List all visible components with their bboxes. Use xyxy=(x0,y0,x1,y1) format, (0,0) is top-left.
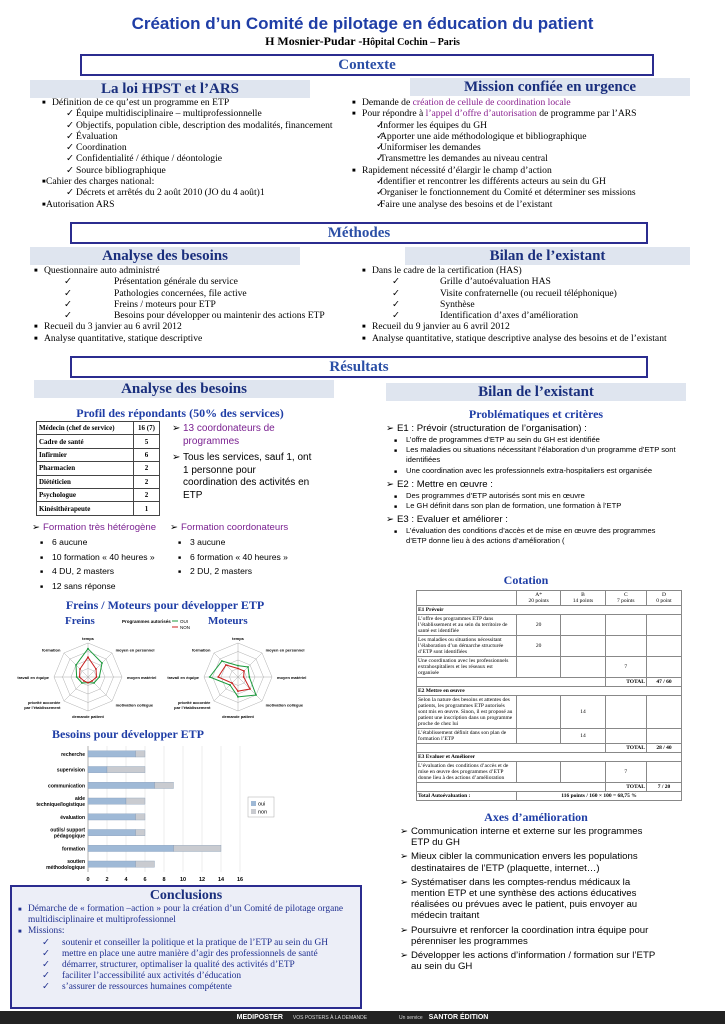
list-item: ✓ Présentation générale du service xyxy=(34,276,364,287)
list-item: ■ Autorisation ARS xyxy=(42,199,367,210)
bar-non xyxy=(136,829,146,835)
radar-point xyxy=(237,665,239,667)
y-tick-label: supervision xyxy=(56,767,85,774)
list-item: ■ Des programmes d’ETP autorisés sont mis en œuvre xyxy=(386,491,676,501)
radar-point xyxy=(217,676,219,678)
list-item: ■ Questionnaire auto administré xyxy=(34,265,364,276)
bar-oui xyxy=(88,814,136,820)
list-item: ■ Demande de création de cellule de coordination locale xyxy=(352,97,722,108)
y-tick-label: pédagogique xyxy=(53,833,85,840)
footer-brand: MEDIPOSTER xyxy=(236,1014,283,1021)
table-cell: Kinésithérapeute xyxy=(37,502,134,515)
list-item: ➢ Systématiser dans les comptes-rendus médicaux la mention ETP et une synthèse des actions éducatives réalisées ou prévues avec le patient, puis envoyer au médecin traitant xyxy=(400,877,662,922)
list-item: ■ Démarche de « formation –action » pour la création d’un Comité de pilotage organe multidisciplinaire et multiprofessionnel xyxy=(18,904,354,926)
conclusions-text xyxy=(12,904,360,994)
methodes-left-text xyxy=(34,265,364,344)
bar-non xyxy=(136,861,155,867)
radar-point xyxy=(76,676,78,678)
list-item: ➢ 13 coordonateurs de programmes xyxy=(172,423,312,448)
radar-legend-title: Programmes autorisés xyxy=(122,619,171,624)
list-item: ✓ s’assurer de ressources humaines compétente xyxy=(18,982,354,993)
list-item: ✓ Apporter une aide méthodologique et bibliographique xyxy=(352,131,722,142)
radar-axis-label: moyen en personnel xyxy=(115,647,155,653)
table-cell: Diététicien xyxy=(37,475,134,488)
y-tick-label: soutien xyxy=(67,859,85,866)
moteurs-label: Moteurs xyxy=(208,615,248,627)
legend-swatch xyxy=(251,801,256,806)
radar-axis-label: moyen matériel xyxy=(127,675,157,680)
y-tick-label: méthodologique xyxy=(46,865,85,872)
radar-axis-label: par l’établissement xyxy=(24,705,61,711)
list-item: ■ Cahier des charges national: xyxy=(42,176,367,187)
table-row xyxy=(37,488,160,501)
list-item: ■ Recueil du 3 janvier au 6 avril 2012 xyxy=(34,321,364,332)
table-row xyxy=(37,502,160,515)
list-item: ✓ Organiser le fonctionnement du Comité et déterminer ses missions xyxy=(352,187,722,198)
conclusions-box xyxy=(10,885,362,1009)
list-item: ✓ Évaluation xyxy=(42,131,367,142)
radar-point xyxy=(225,664,227,666)
table-cell: 6 xyxy=(134,448,160,461)
methodes-left-header: Analyse des besoins xyxy=(30,247,300,265)
radar-axis-label: motivation collègue xyxy=(115,702,154,708)
y-tick-label: outils/ support xyxy=(50,827,85,834)
radar-point xyxy=(237,690,239,692)
x-tick-label: 10 xyxy=(179,877,187,883)
bar-oui xyxy=(88,782,155,788)
y-tick-label: aide xyxy=(74,796,85,803)
list-item: ■ Le GH définit dans son plan de formation, une formation à l’ETP xyxy=(386,501,676,511)
radar-point xyxy=(93,682,95,684)
list-item: ✓ Décrets et arrêtés du 2 août 2010 (JO du 4 août)1 xyxy=(42,187,367,198)
list-item: ✓ Source bibliographique xyxy=(42,165,367,176)
section-methodes: Méthodes xyxy=(70,222,648,244)
list-item: ➢ Formation coordonateurs xyxy=(170,521,320,535)
radar-point xyxy=(81,682,83,684)
cot-e1: E1 Prévoir xyxy=(417,606,682,615)
radar-axis-label: travail en équipe xyxy=(17,675,49,680)
bar-non xyxy=(155,782,174,788)
bar-oui xyxy=(88,751,136,757)
radar-axis-label: demande patient xyxy=(72,714,104,719)
conclusions-title: Conclusions xyxy=(149,888,223,903)
radar-point xyxy=(231,682,233,684)
list-item: ✓ démarrer, structurer, optimaliser la qualité des activités d’ETP xyxy=(18,960,354,971)
axes-list xyxy=(400,826,662,972)
radar-axis-label: formation xyxy=(41,647,61,653)
resultats-right-header: Bilan de l’existant xyxy=(386,383,686,401)
list-item: ✓ Transmettre les demandes au niveau central xyxy=(352,153,722,164)
legend-label: NON xyxy=(180,625,190,630)
table-cell: 2 xyxy=(134,475,160,488)
list-item: ■ 10 formation « 40 heures » xyxy=(32,550,172,564)
bar-oui xyxy=(88,766,107,772)
radar-axis-label: motivation collègue xyxy=(265,702,304,708)
radar-point xyxy=(87,656,89,658)
list-item: ➢ Mieux cibler la communication envers les populations destinataires de l’ETP (plaquette, internet…) xyxy=(400,851,662,873)
list-item: ✓ Pathologies concernées, file active xyxy=(34,288,364,299)
bar-oui xyxy=(88,829,136,835)
bar-non xyxy=(136,814,146,820)
footer-service: Un service xyxy=(399,1015,423,1021)
list-item: ✓ Synthèse xyxy=(362,299,722,310)
radar-point xyxy=(79,668,81,670)
bar-non xyxy=(107,766,145,772)
list-item: ✓ Informer les équipes du GH xyxy=(352,120,722,131)
criteria-e1: ➢ E1 : Prévoir (structuration de l’organisation) : xyxy=(386,423,676,435)
coordinateurs-block xyxy=(172,423,312,502)
radar-point xyxy=(248,676,250,678)
resultats-left-header: Analyse des besoins xyxy=(34,380,334,398)
radar-axis-label: par l’établissement xyxy=(174,705,211,711)
criteres-list xyxy=(386,423,676,547)
list-item: ✓ Besoins pour développer ou maintenir des actions ETP xyxy=(34,310,364,321)
radar-point xyxy=(98,676,100,678)
list-item: ■ Définition de ce qu’est un programme en ETP xyxy=(42,97,367,108)
radar-point xyxy=(229,684,231,686)
list-item: ■ Les maladies ou situations nécessitant l’élaboration d’un programme d’ETP sont identifiées xyxy=(386,445,676,465)
freins-moteurs-title: Freins / Moteurs pour développer ETP xyxy=(65,598,265,612)
list-item: ✓ Visite confraternelle (ou recueil téléphonique) xyxy=(362,288,722,299)
affiliation: Hôpital Cochin – Paris xyxy=(362,37,460,48)
list-item: ➢ Formation très hétérogène xyxy=(32,521,172,535)
formation-coordonateurs xyxy=(170,521,320,579)
contexte-left-text xyxy=(42,97,367,210)
list-item: ■ L’offre de programmes d’ETP au sein du GH est identifiée xyxy=(386,435,676,445)
contexte-right-text xyxy=(352,97,722,210)
y-tick-label: technique/logistique xyxy=(36,802,85,809)
radar-axis-label: demande patient xyxy=(222,714,254,719)
x-tick-label: 0 xyxy=(86,877,90,883)
list-item: ✓ mettre en place une autre manière d’agir des professionnels de santé xyxy=(18,949,354,960)
list-item: ■ Analyse quantitative, statique descriptive analyse des besoins et de l’existant xyxy=(362,333,722,344)
radar-point xyxy=(243,676,245,678)
poster-title: Création d’un Comité de pilotage en éducation du patient xyxy=(131,14,594,33)
radar-axis-label: priorité accordée xyxy=(177,700,211,706)
list-item: ➢ Tous les services, sauf 1, ont 1 personne pour coordination des activités en ETP xyxy=(172,452,312,502)
besoins-bar-chart xyxy=(30,742,280,884)
legend-label: non xyxy=(258,809,268,816)
x-tick-label: 4 xyxy=(124,877,128,883)
legend-label: OUI xyxy=(180,619,189,624)
bar-non xyxy=(174,845,222,851)
list-item: ✓ faciliter l’accessibilité aux activités d’éducation xyxy=(18,971,354,982)
table-row xyxy=(37,475,160,488)
footer-tag: VOS POSTERS À LA DEMANDE xyxy=(292,1015,368,1021)
list-item: ✓ soutenir et conseiller la politique et la pratique de l’ETP au sein du GH xyxy=(18,938,354,949)
list-item: ■ Dans le cadre de la certification (HAS) xyxy=(362,265,722,276)
radar-point xyxy=(249,688,251,690)
list-item: ✓ Faire une analyse des besoins et de l’existant xyxy=(352,199,722,210)
x-tick-label: 2 xyxy=(105,877,109,883)
bar-non xyxy=(126,798,145,804)
list-item: ■ Recueil du 9 janvier au 6 avril 2012 xyxy=(362,321,722,332)
y-tick-label: recherche xyxy=(61,751,85,758)
list-item: ✓ Identification d’axes d’amélioration xyxy=(362,310,722,321)
legend-label: oui xyxy=(258,801,266,808)
radar-axis-label: temps xyxy=(82,636,94,641)
table-cell: Médecin (chef de service) xyxy=(37,422,134,435)
list-item: ✓ Identifier et rencontrer les différents acteurs au sein du GH xyxy=(352,176,722,187)
contexte-left-header: La loi HPST et l’ARS xyxy=(30,80,310,98)
formation-heterogene xyxy=(32,521,172,593)
table-cell: 1 xyxy=(134,502,160,515)
table-cell: 2 xyxy=(134,462,160,475)
cotation-table: A* 20 points B 14 points C 7 points D 0 point E1 Prévoir L’offre des programmes ETP dans l’établissement et au sein du territoire de santé est identifiée 20 Les maladies ou situations nécessitant l’élaboration d’un démarche structurée d’ETP sont identifiées 20 Une coordination avec les professionnels extrahospitaliers et les réseaux est organisée 7 TOTAL 47 / 60 E2 Mettre en œuvre Selon la nature des besoins et attentes des patients, les programmes ETP autorisés sont mis en œuvre. Sinon, il est proposé au patient une inscription dans un programme proche de chez lui 14 L’établissement définit dans son plan de formation l’ETP 14 TOTAL 28 / 40 E3 Evaluer et Améliorer L’évaluation des conditions d’accès et de mise en œuvre des programmes d’ETP donne lieu à des actions d’amélioration 7 TOTAL 7 / 20 Total Autoévaluation : 116 points / 160 × 100 = 68,75 % xyxy=(416,590,682,801)
list-item: ✓ Coordination xyxy=(42,142,367,153)
list-item: ■ 6 aucune xyxy=(32,535,172,549)
bar-oui xyxy=(88,861,136,867)
list-item: ✓ Équipe multidisciplinaire – multiprofessionnelle xyxy=(42,108,367,119)
radar-point xyxy=(79,676,81,678)
list-item: ■ Analyse quantitative, statique descriptive xyxy=(34,333,364,344)
list-item: ✓ Confidentialité / éthique / déontologie xyxy=(42,153,367,164)
freins-label: Freins xyxy=(65,615,95,627)
list-item: ■ 12 sans réponse xyxy=(32,579,172,593)
radar-point xyxy=(96,676,98,678)
radar-point xyxy=(75,664,77,666)
list-item: ■ Pour répondre à l’appel d’offre d’autorisation de programme par l’ARS xyxy=(352,108,722,119)
radar-series-NON xyxy=(218,665,250,691)
section-resultats: Résultats xyxy=(70,356,648,378)
table-cell: Pharmacien xyxy=(37,462,134,475)
radar-axis-label: travail en équipe xyxy=(167,675,199,680)
table-cell: Cadre de santé xyxy=(37,435,134,448)
table-cell: Psychologue xyxy=(37,488,134,501)
profil-title: Profil des répondants (50% des services) xyxy=(76,406,284,420)
list-item: ■ Missions: xyxy=(18,926,354,937)
list-item: ➢ Communication interne et externe sur les programmes ETP du GH xyxy=(400,826,662,848)
legend-swatch xyxy=(251,809,256,814)
footer-bar xyxy=(0,1011,725,1024)
x-tick-label: 6 xyxy=(143,877,147,883)
bar-non xyxy=(136,751,146,757)
table-row xyxy=(37,422,160,435)
list-item: ■ 4 DU, 2 masters xyxy=(32,564,172,578)
table-cell: 5 xyxy=(134,435,160,448)
list-item: ✓ Uniformiser les demandes xyxy=(352,142,722,153)
list-item: ■ 6 formation « 40 heures » xyxy=(170,550,320,564)
radar-axis-label: formation xyxy=(191,647,211,653)
besoins-title: Besoins pour développer ETP xyxy=(52,727,204,741)
radar-point xyxy=(87,682,89,684)
radar-axis-label: priorité accordée xyxy=(27,700,61,706)
problematiques-title: Problématiques et critères xyxy=(468,407,604,421)
radar-series-OUI xyxy=(210,661,256,697)
y-tick-label: communication xyxy=(48,783,85,790)
radar-point xyxy=(237,668,239,670)
axes-title: Axes d’amélioration xyxy=(484,810,588,824)
list-item: ✓ Objectifs, population cible, description des modalités, financement xyxy=(42,120,367,131)
footer-editor: SANTOR ÉDITION xyxy=(428,1014,489,1021)
list-item: ✓ Grille d’autoévaluation HAS xyxy=(362,276,722,287)
freins-moteurs-radar-charts xyxy=(17,615,307,723)
table-cell: Infirmier xyxy=(37,448,134,461)
radar-point xyxy=(243,670,245,672)
radar-point xyxy=(255,694,257,696)
list-item: ■ 3 aucune xyxy=(170,535,320,549)
radar-point xyxy=(247,666,249,668)
radar-axis-label: temps xyxy=(232,636,244,641)
radar-axis-label: moyen en personnel xyxy=(265,647,305,653)
table-cell: 16 (7) xyxy=(134,422,160,435)
section-contexte: Contexte xyxy=(80,54,654,76)
x-tick-label: 14 xyxy=(217,877,225,883)
radar-point xyxy=(91,680,93,682)
table-row xyxy=(37,462,160,475)
table-row xyxy=(37,448,160,461)
table-cell: 2 xyxy=(134,488,160,501)
list-item: ■ 2 DU, 2 masters xyxy=(170,564,320,578)
radar-point xyxy=(237,696,239,698)
x-tick-label: 12 xyxy=(198,877,206,883)
list-item: ■ L’évaluation des conditions d’accès et de mise en œuvre des programmes d’ETP donne lieu à des actions d’amélioration ( xyxy=(386,526,676,546)
contexte-right-header: Mission confiée en urgence xyxy=(410,78,690,96)
y-tick-label: formation xyxy=(61,846,85,853)
radar-point xyxy=(101,662,103,664)
table-row xyxy=(37,435,160,448)
list-item: ➢ Développer les actions d’information / formation sur l’ETP au sein du GH xyxy=(400,950,662,972)
x-tick-label: 8 xyxy=(162,877,166,883)
list-item: ✓ Freins / moteurs pour ETP xyxy=(34,299,364,310)
y-tick-label: évaluation xyxy=(60,814,85,821)
x-tick-label: 16 xyxy=(236,877,244,883)
list-item: ■ Rapidement nécessité d’élargir le champ d’action xyxy=(352,165,722,176)
author: H Mosnier-Pudar - xyxy=(265,34,363,48)
methodes-right-header: Bilan de l’existant xyxy=(405,247,690,265)
cotation-title: Cotation xyxy=(503,573,549,587)
list-item: ➢ Poursuivre et renforcer la coordination intra équipe pour pérenniser les programmes xyxy=(400,925,662,947)
criteria-e3: ➢ E3 : Evaluer et améliorer : xyxy=(386,514,676,526)
profil-table xyxy=(36,421,160,516)
radar-point xyxy=(221,660,223,662)
methodes-right-text xyxy=(362,265,722,344)
radar-point xyxy=(87,648,89,650)
radar-axis-label: moyen matériel xyxy=(277,675,307,680)
bar-oui xyxy=(88,845,174,851)
bar-oui xyxy=(88,798,126,804)
poster-author-line xyxy=(0,34,725,49)
radar-point xyxy=(83,680,85,682)
radar-point xyxy=(95,668,97,670)
radar-point xyxy=(209,676,211,678)
criteria-e2: ➢ E2 : Mettre en œuvre : xyxy=(386,479,676,491)
list-item: ■ Une coordination avec les professionnels extra-hospitaliers est organisée xyxy=(386,466,676,476)
